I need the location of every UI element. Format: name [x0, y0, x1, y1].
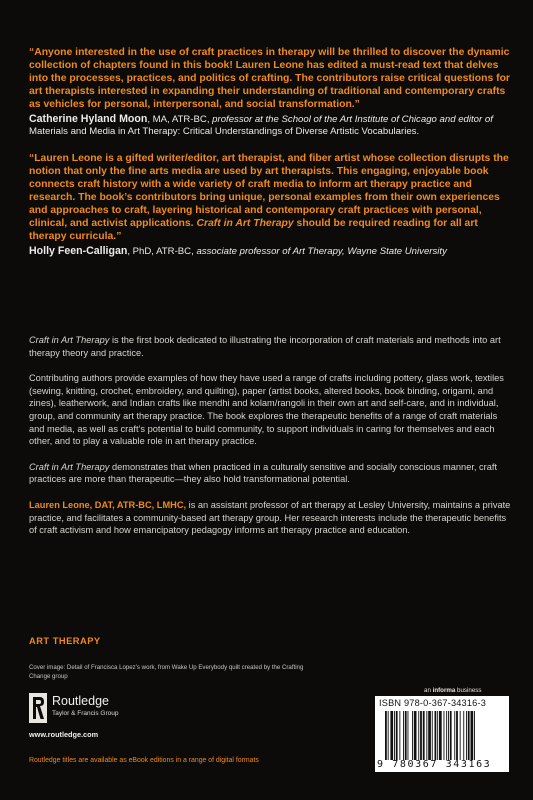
description-paragraph-1: Craft in Art Therapy is the first book dedicated to illustrating the incorporation of craft materials and methods into art therapy theory and practice. [29, 335, 501, 358]
publisher-name: Routledge [52, 694, 109, 708]
publisher-group: Taylor & Francis Group [52, 710, 119, 717]
barcode-bar [405, 711, 407, 760]
book-description [29, 334, 515, 550]
barcode-bar [423, 711, 425, 760]
endorsement-attribution-1: Catherine Hyland Moon, MA, ATR-BC, professor at the School of the Art Institute of Chicago and editor of Materials and Media in Art Therapy: Critical Understandings of Diverse Artistic Vocabularies. [29, 112, 493, 137]
ebook-note: Routledge titles are available as eBook editions in a range of digital formats [29, 757, 259, 764]
barcode-bar [399, 711, 400, 760]
barcode-bar [394, 711, 395, 760]
barcode-digits: 9 780367 343163 [377, 759, 492, 770]
series-label: ART THERAPY [29, 636, 101, 646]
informa-business-label: an informa business [424, 687, 482, 694]
barcode-bar [396, 711, 398, 760]
author-bio: Lauren Leone, DAT, ATR-BC, LMHC, is an assistant professor of art therapy at Lesley University, maintains a private practice, and facilitates a community-based art therapy group. Her research interests include the therapeutic benefits of craft activism and how emancipatory pedagogy informs art therapy practice and education. [29, 499, 511, 536]
barcode-bar [412, 711, 413, 760]
isbn-label: ISBN 978-0-367-34316-3 [379, 698, 487, 708]
barcode-bar [418, 711, 419, 760]
description-paragraph-2: Contributing authors provide examples of how they have used a range of crafts including pottery, glass work, textiles (sewing, knitting, crochet, embroidery, and quilting), paper (artist books, altered books, book binding, origami, and zines), leatherwork, and Indian crafts like mendhi and kolam/rangoli in their own art and self-care, and in individual, group, and community art therapy practice. The book explores the therapeutic benefits of a range of craft materials and media, as well as craft’s potential to build community, to support individuals in caring for themselves and each other, and to play a valuable role in art therapy practice. [29, 373, 504, 447]
barcode-bar [420, 711, 422, 760]
barcode-bar [428, 711, 431, 760]
barcode-bar [468, 711, 470, 760]
barcode-bar [448, 711, 449, 760]
barcode-bar [463, 711, 464, 760]
barcode-bar [426, 711, 427, 760]
description-paragraph-3: Craft in Art Therapy demonstrates that when practiced in a culturally sensitive and socially conscious manner, craft practices are more than therapeutic—they also hold transformational potential. [29, 461, 498, 485]
barcode-bar [385, 711, 387, 760]
cover-image-credit: Cover image: Detail of Francisca Lopez’s work, from Wake Up Everybody quilt created by the Crafting Change group [29, 664, 304, 680]
barcode-bar [456, 711, 458, 760]
barcode-bar [444, 711, 445, 760]
barcode-bar [471, 711, 474, 760]
barcode-icon [385, 711, 503, 760]
barcode-bar [437, 711, 438, 760]
endorsement-quote-1: “Anyone interested in the use of craft practices in therapy will be thrilled to discover the dynamic collection of chapters found in this book! Lauren Leone has edited a must-read text that delves into the processes, practices, and politics of crafting. The contributors raise critical questions for art therapists interested in expanding their understanding of traditional and contemporary crafts as vehicles for personal, interpersonal, and social transformation.” [29, 47, 510, 110]
barcode-bar [390, 711, 393, 760]
barcode-bar [435, 711, 437, 760]
barcode-bar [439, 711, 442, 760]
barcode-bar [474, 711, 475, 760]
barcode-bar [403, 711, 404, 760]
endorsements [29, 47, 513, 258]
barcode-bar [466, 711, 467, 760]
endorsement-quote-2: “Lauren Leone is a gifted writer/editor, art therapist, and fiber artist whose collection disrupts the notion that only the fine arts media are used by art therapists. This engaging, enjoyable book connects craft history with a wide variety of craft media to inform art therapy practice and research. The book’s contributors bring unique, personal examples from their own experiences and approaches to craft, layering historical and contemporary craft practices with personal, clinical, and activist applications. Craft in Art Therapy should be required reading for all art therapy curricula.” [29, 153, 509, 242]
barcode-bar [450, 711, 452, 760]
barcode-bar [460, 711, 461, 760]
barcode-bar [414, 711, 417, 760]
barcode-bar [388, 711, 389, 760]
routledge-logo-icon [29, 693, 47, 723]
author-name: Lauren Leone, DAT, ATR-BC, LMHC, [29, 499, 187, 510]
barcode-bar [454, 711, 455, 760]
barcode-bar [446, 711, 447, 760]
publisher-url[interactable]: www.routledge.com [29, 730, 99, 739]
barcode-panel [375, 696, 509, 772]
barcode-bar [432, 711, 433, 760]
endorsement-attribution-2: Holly Feen-Calligan, PhD, ATR-BC, associate professor of Art Therapy, Wayne State University [29, 244, 447, 257]
barcode-bar [408, 711, 409, 760]
